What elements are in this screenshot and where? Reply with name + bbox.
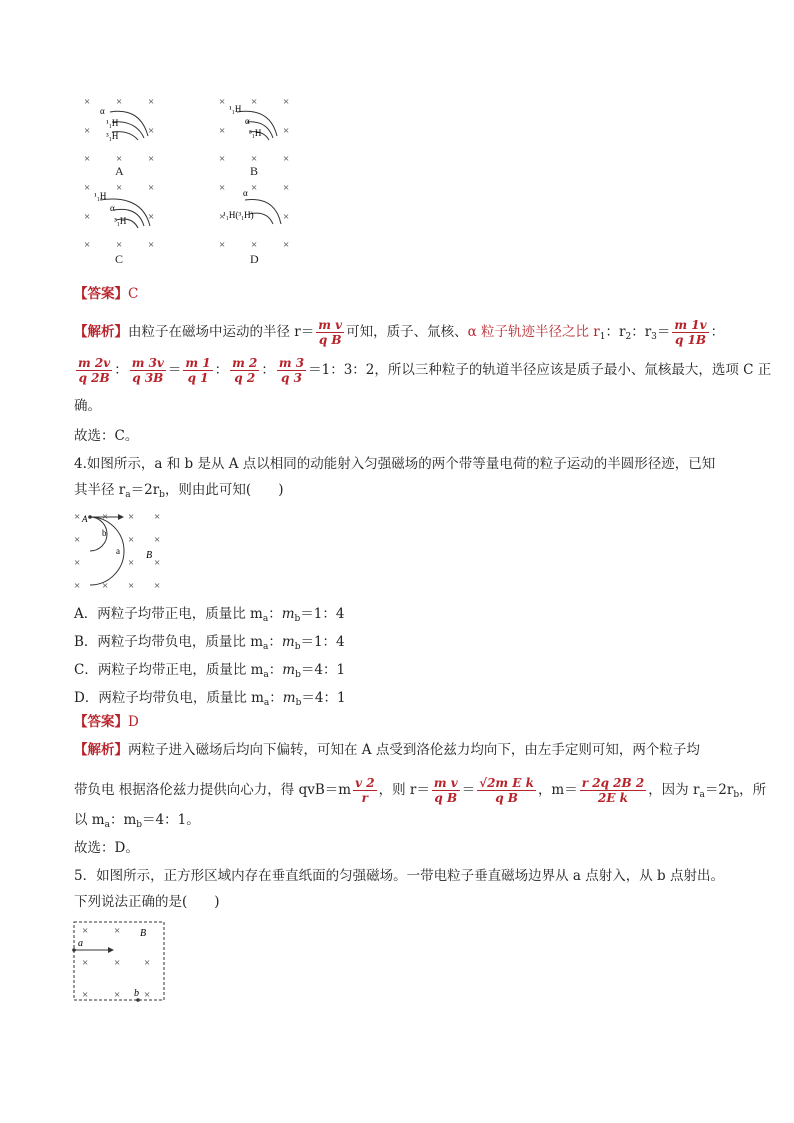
svg-text:×: ×: [283, 239, 290, 251]
field-b-label: B: [140, 928, 147, 939]
svg-text:×: ×: [114, 925, 121, 937]
svg-text:×: ×: [74, 557, 81, 569]
svg-text:×: ×: [114, 957, 121, 969]
figure-q3-option-d: [215, 178, 305, 268]
svg-text:×: ×: [283, 125, 290, 137]
svg-text:×: ×: [251, 96, 258, 108]
svg-text:×: ×: [102, 511, 109, 523]
h-label: ¹₁H: [229, 104, 242, 114]
figure-q4: [72, 508, 182, 594]
field-diagram-c: [80, 178, 170, 268]
figure-q5: [72, 920, 168, 1004]
q3-analysis-line-2: $\frac{m 2v}{q 2B}$ ： $\frac{m 3v}{q 3B}$ ＝ $\frac{m 1}{q 1}$ ： $\frac{m 2}{q 2}$ ： $\frac{m 3}{q 3}$ ＝1：3：2，所以三种粒子的轨道半径应该是质子最小、氚核最大，选项 C 正: [78, 356, 772, 385]
alpha-label: α: [110, 203, 115, 213]
svg-text:×: ×: [84, 182, 91, 194]
field-diagram-a: [80, 92, 170, 182]
alpha-label: α: [245, 116, 250, 126]
svg-text:×: ×: [154, 580, 161, 592]
svg-text:×: ×: [84, 211, 91, 223]
svg-text:×: ×: [219, 96, 226, 108]
arc-b-label: b: [102, 528, 107, 538]
svg-text:×: ×: [82, 989, 89, 1001]
svg-text:×: ×: [82, 957, 89, 969]
q4-analysis-line-2: 带负电 根据洛伦兹力提供向心力，得 qvB＝m $\frac{v 2}{r}$ ，则 r＝ $\frac{\text{m v}}{\text{q B}}$ ＝ $\frac{\text{√2m E k}}{\text{q B}}$ ，m＝ $\frac{r 2q 2B 2}{\text{2E k}}$ ，因为 $r_a=2r_b$，所: [74, 776, 767, 805]
svg-text:×: ×: [219, 182, 226, 194]
answer-value: C: [128, 286, 139, 302]
svg-text:×: ×: [148, 211, 155, 223]
svg-text:×: ×: [84, 239, 91, 251]
field-diagram-b: [215, 92, 305, 182]
q4-stem-line-1: 4.如图所示，a 和 b 是从 A 点以相同的动能射入匀强磁场的两个带等量电荷的粒子运动的半圆形径迹，已知: [74, 456, 716, 472]
q4-field-diagram: [72, 508, 182, 594]
figure-q3-option-c: [80, 178, 170, 268]
svg-text:×: ×: [154, 534, 161, 546]
q3-analysis-line-1: 【解析】由粒子在磁场中运动的半径 r＝ $\frac{\text{m v}}{\text{q B}}$ 可知，质子、氚核、α 粒子轨迹半径之比 $r_1$：$r_2$：$r_3=$ $\frac{m 1v}{q 1B}$ ：: [74, 318, 725, 347]
alpha-label: α: [100, 106, 105, 116]
q4-choice: 故选：D。: [74, 840, 139, 856]
h-label: ¹₁H: [106, 118, 119, 128]
q4-answer: 【答案】D: [74, 714, 139, 730]
q5-stem-line-1: 5．如图所示，正方形区域内存在垂直纸面的匀强磁场。一带电粒子垂直磁场边界从 a 点射入，从 b 点射出。: [74, 868, 724, 884]
svg-text:×: ×: [116, 153, 123, 165]
svg-text:×: ×: [102, 580, 109, 592]
field-b-label: B: [146, 550, 153, 561]
figure-q3-option-b: [215, 92, 305, 182]
svg-text:×: ×: [154, 511, 161, 523]
q3-analysis-line-3: 确。: [74, 398, 101, 414]
fraction-sqrt: $\frac{\text{√2m E k}}{\text{q B}}$: [479, 776, 534, 805]
q5-square-field: [72, 920, 168, 1004]
svg-text:×: ×: [148, 182, 155, 194]
svg-text:×: ×: [219, 125, 226, 137]
svg-text:×: ×: [74, 534, 81, 546]
svg-text:×: ×: [84, 125, 91, 137]
h-label: ¹₁H: [94, 191, 107, 201]
field-diagram-d: [215, 178, 305, 268]
q5-stem-line-2: 下列说法正确的是( ): [74, 894, 220, 910]
q4-analysis-line-1: 【解析】两粒子进入磁场后均向下偏转，可知在 A 点受到洛伦兹力均向下，由左手定则可知，两个粒子均: [74, 742, 700, 758]
analysis-tag: 【解析】: [74, 324, 128, 340]
option-label: D: [250, 252, 259, 266]
fraction-v2-r: $\frac{v 2}{r}$: [355, 776, 375, 805]
q4-option-b[interactable]: B．两粒子均带负电，质量比 $m_a$：$m_b=1$：4: [74, 634, 345, 652]
alpha-label: α: [243, 188, 248, 198]
h3-label: ³₁H: [249, 128, 262, 138]
h3-label: ³₁H: [106, 131, 119, 141]
point-a-label: A: [82, 514, 88, 524]
svg-text:×: ×: [144, 989, 151, 1001]
fraction-m: $\frac{r 2q 2B 2}{\text{2E k}}$: [581, 776, 645, 805]
svg-text:×: ×: [114, 989, 121, 1001]
q4-option-c[interactable]: C．两粒子均带正电，质量比 $m_a$：$m_b=4$：1: [74, 662, 346, 680]
svg-text:×: ×: [74, 580, 81, 592]
svg-text:×: ×: [128, 557, 135, 569]
svg-text:×: ×: [219, 211, 226, 223]
fraction-5: $\frac{m 2}{q 2}$: [232, 356, 258, 385]
svg-text:×: ×: [148, 125, 155, 137]
h-label: ¹₁H(³₁H): [223, 210, 254, 220]
svg-text:×: ×: [148, 239, 155, 251]
svg-text:×: ×: [251, 182, 258, 194]
svg-text:×: ×: [74, 511, 81, 523]
fraction-2: $\frac{m 2v}{q 2B}$: [78, 356, 111, 385]
fraction-3: $\frac{m 3v}{q 3B}$: [131, 356, 164, 385]
q4-stem-line-2: 其半径 $r_a=2r_b$，则由此可知( ): [74, 482, 284, 500]
svg-text:×: ×: [283, 211, 290, 223]
q4-option-d[interactable]: D．两粒子均带负电，质量比 $m_a$：$m_b=4$：1: [74, 690, 346, 708]
svg-text:×: ×: [116, 239, 123, 251]
svg-text:×: ×: [84, 153, 91, 165]
point-b-label: b: [134, 988, 139, 999]
svg-text:×: ×: [128, 580, 135, 592]
h3-label: ³₁H: [114, 216, 127, 226]
svg-text:×: ×: [116, 182, 123, 194]
fraction-6: $\frac{m 3}{q 3}$: [278, 356, 305, 385]
svg-text:×: ×: [251, 239, 258, 251]
option-label: C: [115, 252, 124, 266]
svg-text:×: ×: [283, 153, 290, 165]
svg-text:×: ×: [154, 557, 161, 569]
svg-text:×: ×: [283, 96, 290, 108]
fraction-4: $\frac{m 1}{q 1}$: [185, 356, 211, 385]
figure-q3-option-a: [80, 92, 170, 182]
arc-a-label: a: [116, 546, 120, 556]
svg-text:×: ×: [116, 96, 123, 108]
q3-answer: [74, 284, 138, 304]
svg-text:×: ×: [128, 534, 135, 546]
svg-text:×: ×: [219, 153, 226, 165]
q4-option-a[interactable]: A．两粒子均带正电，质量比 $m_a$：$m_b=1$：4: [74, 606, 345, 624]
svg-text:×: ×: [148, 96, 155, 108]
svg-text:×: ×: [128, 511, 135, 523]
svg-text:×: ×: [219, 239, 226, 251]
fraction-r: $\frac{\text{m v}}{\text{q B}}$: [318, 318, 343, 347]
svg-text:×: ×: [82, 925, 89, 937]
svg-text:×: ×: [148, 153, 155, 165]
option-label: B: [250, 164, 259, 178]
svg-text:×: ×: [84, 96, 91, 108]
fraction-mv-qb: $\frac{\text{m v}}{\text{q B}}$: [433, 776, 458, 805]
q4-analysis-line-3: 以 $m_a$：$m_b=4$：1。: [74, 812, 200, 830]
fraction-1: $\frac{m 1v}{q 1B}$: [674, 318, 707, 347]
svg-text:×: ×: [144, 957, 151, 969]
svg-text:×: ×: [283, 182, 290, 194]
svg-text:×: ×: [251, 153, 258, 165]
answer-tag: 【答案】: [74, 286, 128, 302]
option-label: A: [115, 164, 124, 178]
point-a-label: a: [78, 938, 83, 949]
q3-choice: 故选：C。: [74, 428, 139, 444]
